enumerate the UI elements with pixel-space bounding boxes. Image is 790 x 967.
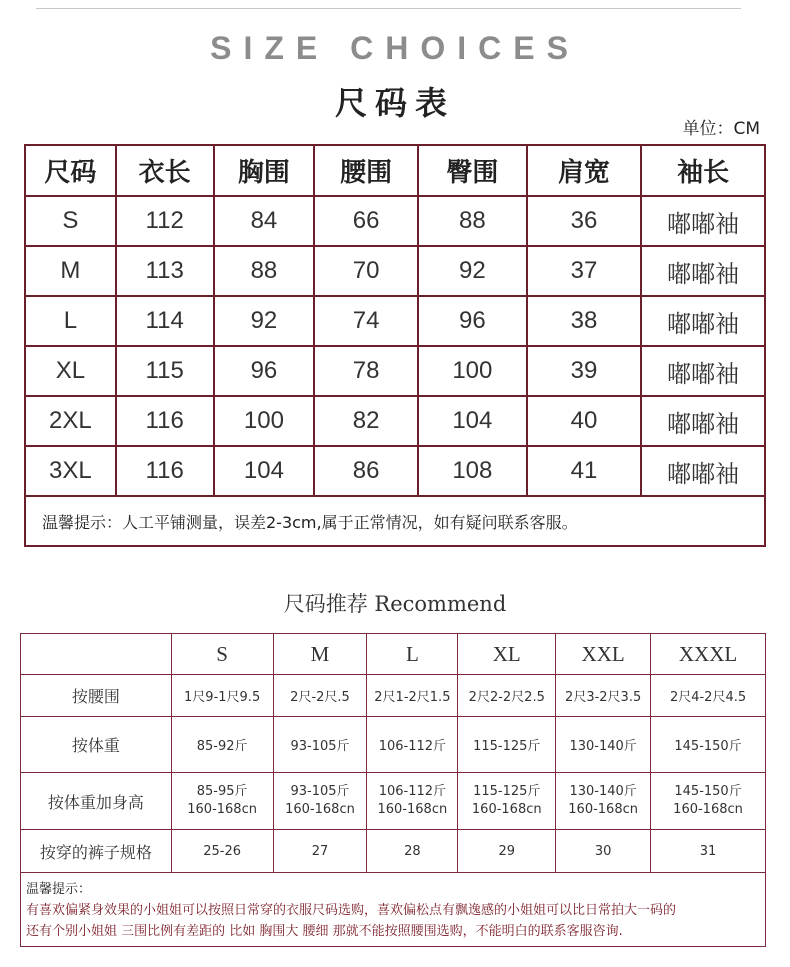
cell: 93-105斤 — [273, 717, 367, 773]
size-header: M — [273, 634, 367, 675]
cell: L — [25, 296, 116, 346]
cell — [367, 773, 458, 830]
recommend-notes — [21, 873, 766, 947]
cell: 96 — [214, 346, 315, 396]
row-label: 按腰围 — [21, 675, 172, 717]
weight-value: 93-105斤 — [290, 784, 350, 799]
height-value: 160-168cn — [471, 802, 542, 817]
cell: 108 — [418, 446, 527, 496]
table-row — [21, 773, 766, 830]
cell: 100 — [418, 346, 527, 396]
cell: 2尺2-2尺2.5 — [458, 675, 556, 717]
size-header: XXL — [556, 634, 651, 675]
col-header: 臀围 — [418, 145, 527, 196]
cell: M — [25, 246, 116, 296]
size-header: S — [171, 634, 273, 675]
cell: 130-140斤 — [556, 717, 651, 773]
size-note-row — [25, 496, 765, 546]
notes-line: 还有个别小姐姐 三围比例有差距的 比如 胸围大 腰细 那就不能按照腰围选购，不能明白的联系客服咨询. — [26, 924, 623, 939]
col-header: 腰围 — [314, 145, 418, 196]
cell: 31 — [651, 830, 766, 873]
recommend-table — [20, 633, 766, 947]
table-row — [25, 446, 765, 496]
cell: 嘟嘟袖 — [641, 246, 765, 296]
cell: 86 — [314, 446, 418, 496]
cell: S — [25, 196, 116, 246]
weight-value: 130-140斤 — [569, 784, 637, 799]
cell — [458, 773, 556, 830]
cell: 25-26 — [171, 830, 273, 873]
cell: 106-112斤 — [367, 717, 458, 773]
cell: 2尺-2尺.5 — [273, 675, 367, 717]
table-row — [25, 246, 765, 296]
cell: 85-92斤 — [171, 717, 273, 773]
cell: 37 — [527, 246, 642, 296]
cell: 2尺3-2尺3.5 — [556, 675, 651, 717]
size-header: XL — [458, 634, 556, 675]
table-row — [21, 830, 766, 873]
cell: 36 — [527, 196, 642, 246]
weight-value: 85-95斤 — [196, 784, 248, 799]
cell: 114 — [116, 296, 214, 346]
notes-line: 有喜欢偏紧身效果的小姐姐可以按照日常穿的衣服尺码选购，喜欢偏松点有飘逸感的小姐姐可以比日常拍大一码的 — [26, 903, 677, 918]
cell: 40 — [527, 396, 642, 446]
height-value: 160-168cn — [187, 802, 257, 817]
cell: 41 — [527, 446, 642, 496]
cell: 88 — [418, 196, 527, 246]
cell: 39 — [527, 346, 642, 396]
cell: 92 — [214, 296, 315, 346]
cell: 88 — [214, 246, 315, 296]
height-value: 160-168cn — [285, 802, 355, 817]
cell — [273, 773, 367, 830]
cell: 84 — [214, 196, 315, 246]
notes-heading: 温馨提示： — [26, 882, 92, 897]
col-header: 衣长 — [116, 145, 214, 196]
cell: 27 — [273, 830, 367, 873]
measurement-note: 温馨提示：人工平铺测量，误差2-3cm,属于正常情况，如有疑问联系客服。 — [25, 496, 765, 546]
cell: 100 — [214, 396, 315, 446]
cell: 1尺9-1尺9.5 — [171, 675, 273, 717]
cell: 115-125斤 — [458, 717, 556, 773]
recommend-header — [21, 634, 766, 675]
cell: 嘟嘟袖 — [641, 396, 765, 446]
cell: 74 — [314, 296, 418, 346]
size-table — [24, 144, 766, 547]
cell: 116 — [116, 396, 214, 446]
cell — [556, 773, 651, 830]
table-row — [21, 675, 766, 717]
cell: 2尺4-2尺4.5 — [651, 675, 766, 717]
weight-value: 106-112斤 — [378, 784, 447, 799]
cell: 2尺1-2尺1.5 — [367, 675, 458, 717]
unit-label: 单位：CM — [682, 119, 760, 139]
row-label: 按穿的裤子规格 — [21, 830, 172, 873]
weight-value: 115-125斤 — [473, 784, 541, 799]
table-row — [25, 396, 765, 446]
cell: 28 — [367, 830, 458, 873]
cell: 96 — [418, 296, 527, 346]
col-header: 胸围 — [214, 145, 315, 196]
weight-value: 145-150斤 — [674, 784, 742, 799]
height-value: 160-168cn — [377, 802, 448, 817]
cell: 38 — [527, 296, 642, 346]
size-header: L — [367, 634, 458, 675]
cell — [171, 773, 273, 830]
cell: 104 — [214, 446, 315, 496]
cell: 70 — [314, 246, 418, 296]
recommend-notes-row — [21, 873, 766, 947]
title-chinese: 尺码表 — [334, 84, 455, 122]
cell: 92 — [418, 246, 527, 296]
col-header: 尺码 — [25, 145, 116, 196]
cell: 嘟嘟袖 — [641, 346, 765, 396]
top-divider — [36, 8, 741, 9]
cell: 116 — [116, 446, 214, 496]
corner-cell — [21, 634, 172, 675]
cell: XL — [25, 346, 116, 396]
cell — [651, 773, 766, 830]
cell: 145-150斤 — [651, 717, 766, 773]
table-row — [25, 196, 765, 246]
table-row — [21, 717, 766, 773]
size-table-header — [25, 145, 765, 196]
height-value: 160-168cn — [568, 802, 638, 817]
cell: 嘟嘟袖 — [641, 196, 765, 246]
cell: 29 — [458, 830, 556, 873]
col-header: 袖长 — [641, 145, 765, 196]
cell: 嘟嘟袖 — [641, 446, 765, 496]
cell: 2XL — [25, 396, 116, 446]
cell: 3XL — [25, 446, 116, 496]
cell: 66 — [314, 196, 418, 246]
cell: 113 — [116, 246, 214, 296]
cell: 30 — [556, 830, 651, 873]
size-header: XXXL — [651, 634, 766, 675]
cell: 112 — [116, 196, 214, 246]
table-row — [25, 346, 765, 396]
row-label: 按体重 — [21, 717, 172, 773]
cell: 78 — [314, 346, 418, 396]
recommend-title: 尺码推荐 Recommend — [283, 592, 507, 616]
cell: 104 — [418, 396, 527, 446]
col-header: 肩宽 — [527, 145, 642, 196]
cell: 嘟嘟袖 — [641, 296, 765, 346]
title-english: SIZE CHOICES — [210, 30, 580, 66]
table-row — [25, 296, 765, 346]
height-value: 160-168cn — [673, 802, 743, 817]
cell: 82 — [314, 396, 418, 446]
row-label: 按体重加身高 — [21, 773, 172, 830]
cell: 115 — [116, 346, 214, 396]
